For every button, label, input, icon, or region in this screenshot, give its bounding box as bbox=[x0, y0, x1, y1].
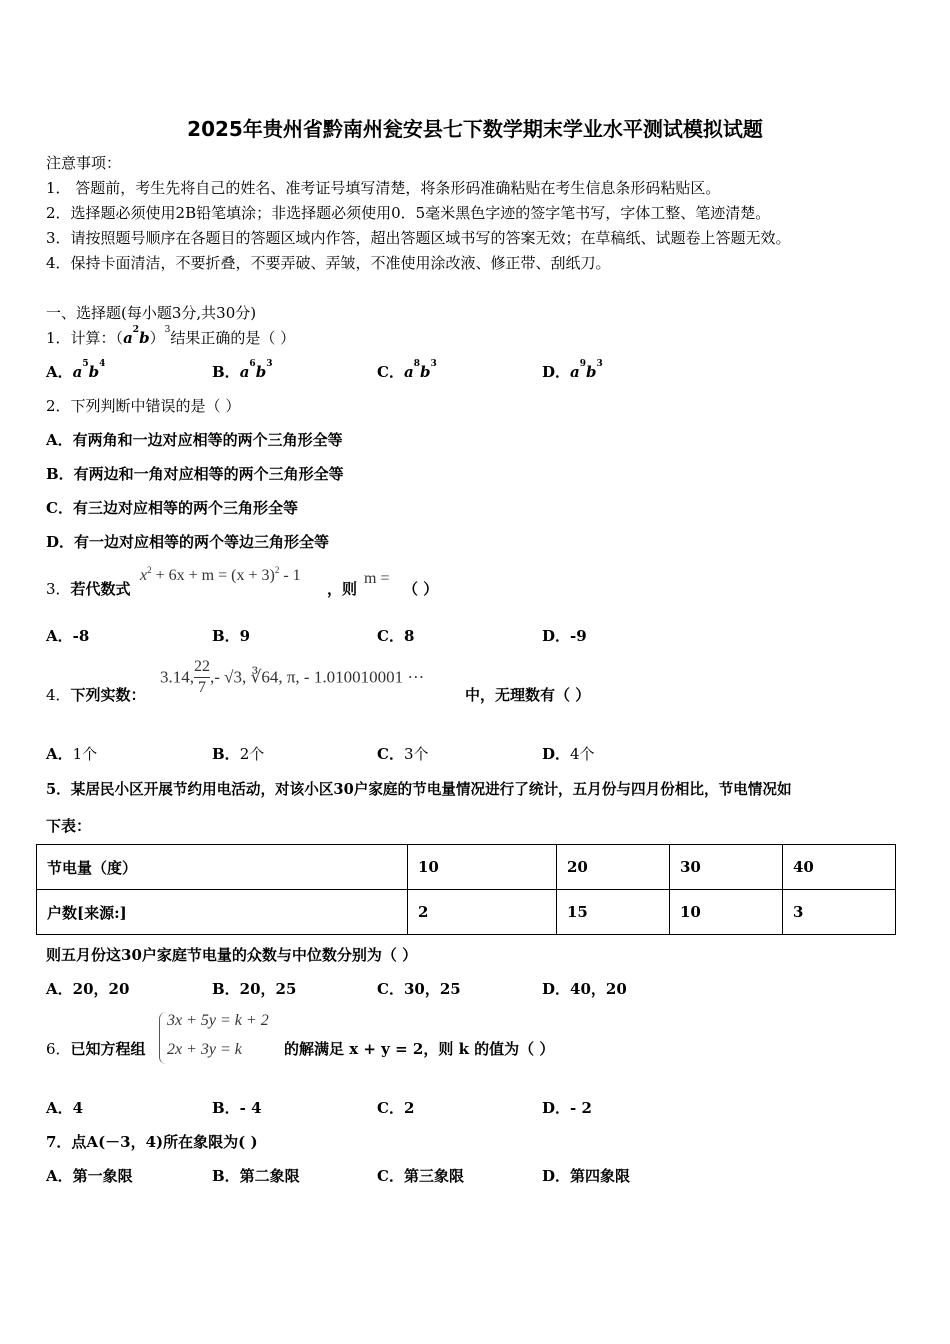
question-text: ，则 bbox=[327, 580, 358, 598]
equation-2: 2x + 3y = k bbox=[167, 1041, 242, 1058]
table-cell: 20 bbox=[557, 845, 670, 890]
option-c: C．30，25 bbox=[377, 980, 461, 998]
question-text: （ ） bbox=[403, 580, 439, 598]
math-expression: m = bbox=[364, 570, 390, 587]
table-row bbox=[37, 845, 896, 890]
question-5: 5．某居民小区开展节约用电活动，对该小区30户家庭的节电量情况进行了统计，五月份与四月份相比，节电情况如 bbox=[46, 781, 792, 798]
question-text: 中，无理数有（ ） bbox=[465, 686, 591, 704]
option-d: D．40，20 bbox=[542, 980, 627, 998]
var-b: b bbox=[139, 329, 150, 347]
question-4 bbox=[46, 684, 146, 705]
var-a: a bbox=[123, 329, 133, 347]
question-text: 下列实数： bbox=[70, 686, 146, 704]
option-a: A．$a^5b^4$ bbox=[46, 359, 106, 381]
table-row bbox=[37, 890, 896, 935]
table-cell: 30 bbox=[670, 845, 783, 890]
question-number: 4． bbox=[46, 686, 71, 704]
option-d: D．有一边对应相等的两个等边三角形全等 bbox=[46, 533, 330, 551]
math-expression: 3.14, $\frac{22}{7}$ ,- √3, ∛64, π, - 1.010010001 ··· bbox=[160, 658, 425, 696]
notice-item: 1． 答题前，考生先将自己的姓名、准考证号填写清楚，将条形码准确粘贴在考生信息条形码粘贴区。 bbox=[46, 179, 721, 197]
question-3 bbox=[46, 578, 131, 599]
option-b: B．2个 bbox=[212, 745, 265, 763]
option-c: C．第三象限 bbox=[377, 1167, 464, 1185]
option-c: C．2 bbox=[377, 1099, 415, 1117]
page-title: 2025年贵州省黔南州瓮安县七下数学期末学业水平测试模拟试题 bbox=[187, 117, 763, 141]
question-6 bbox=[46, 1038, 146, 1059]
question-text: ） bbox=[149, 329, 165, 347]
option-d: D．第四象限 bbox=[542, 1167, 631, 1185]
option-a: A．-8 bbox=[46, 627, 90, 645]
table-cell: 节电量（度） bbox=[37, 845, 408, 890]
exponent: 3 bbox=[164, 325, 171, 335]
option-d: D．4个 bbox=[542, 745, 595, 763]
data-table bbox=[36, 844, 896, 935]
notice-item: 4．保持卡面清洁，不要折叠，不要弄破、弄皱，不准使用涂改液、修正带、刮纸刀。 bbox=[46, 254, 611, 272]
option-b: B．20，25 bbox=[212, 980, 297, 998]
question-number: 6． bbox=[46, 1040, 71, 1058]
option-a: A．第一象限 bbox=[46, 1167, 133, 1185]
question-2: 2．下列判断中错误的是（ ） bbox=[46, 397, 241, 415]
question-text: 已知方程组 bbox=[70, 1040, 146, 1058]
option-a: A．1个 bbox=[46, 745, 98, 763]
table-cell: 10 bbox=[670, 890, 783, 935]
notice-item: 3．请按照题号顺序在各题目的答题区域内作答，超出答题区域书写的答案无效；在草稿纸、试题卷上答题无效。 bbox=[46, 229, 791, 247]
section-heading: 一、选择题(每小题3分,共30分) bbox=[46, 304, 257, 322]
fraction: $\frac{22}{7}$ bbox=[194, 658, 210, 696]
table-cell: 户数[来源:] bbox=[37, 890, 408, 935]
option-c: C．3个 bbox=[377, 745, 429, 763]
equation-brace bbox=[159, 1012, 166, 1064]
notice-heading: 注意事项： bbox=[46, 154, 122, 172]
option-c: C．$a^8b^3$ bbox=[377, 359, 437, 381]
question-text: 下表： bbox=[46, 817, 92, 835]
option-b: B．第二象限 bbox=[212, 1167, 300, 1185]
option-a: A．20，20 bbox=[46, 980, 130, 998]
option-b: B．9 bbox=[212, 627, 251, 645]
math-expression: $x^2 + 6x + m = (x + 3)^2 - 1$ bbox=[140, 565, 301, 584]
question-text: 结果正确的是（ ） bbox=[170, 329, 296, 347]
option-b: B．$a^6b^3$ bbox=[212, 359, 273, 381]
table-cell: 3 bbox=[783, 890, 896, 935]
notice-item: 2．选择题必须使用2B铅笔填涂；非选择题必须使用0．5毫米黑色字迹的签字笔书写，字体工整、笔迹清楚。 bbox=[46, 204, 771, 222]
option-d: D．$a^9b^3$ bbox=[542, 359, 603, 381]
option-b: B．有两边和一角对应相等的两个三角形全等 bbox=[46, 465, 344, 483]
option-b: B．- 4 bbox=[212, 1099, 262, 1117]
table-cell: 40 bbox=[783, 845, 896, 890]
exponent: 2 bbox=[132, 325, 140, 335]
question-text: 则五月份这30户家庭节电量的众数与中位数分别为（ ） bbox=[46, 946, 418, 964]
table-cell: 15 bbox=[557, 890, 670, 935]
option-d: D．-9 bbox=[542, 627, 587, 645]
question-number: 3． bbox=[46, 580, 71, 598]
option-c: C．8 bbox=[377, 627, 415, 645]
question-1 bbox=[46, 327, 295, 348]
option-c: C．有三边对应相等的两个三角形全等 bbox=[46, 499, 298, 517]
question-text: 计算：（ bbox=[70, 329, 124, 347]
table-cell: 10 bbox=[408, 845, 557, 890]
option-d: D．- 2 bbox=[542, 1099, 592, 1117]
question-text: 若代数式 bbox=[70, 580, 131, 598]
question-7: 7．点A(－3，4)所在象限为( ) bbox=[46, 1133, 258, 1151]
option-a: A．有两角和一边对应相等的两个三角形全等 bbox=[46, 431, 343, 449]
question-text: 的解满足 x + y = 2，则 k 的值为（ ） bbox=[284, 1040, 555, 1058]
equation-1: 3x + 5y = k + 2 bbox=[167, 1012, 269, 1029]
table-cell: 2 bbox=[408, 890, 557, 935]
option-a: A．4 bbox=[46, 1099, 84, 1117]
question-number: 1． bbox=[46, 329, 71, 347]
